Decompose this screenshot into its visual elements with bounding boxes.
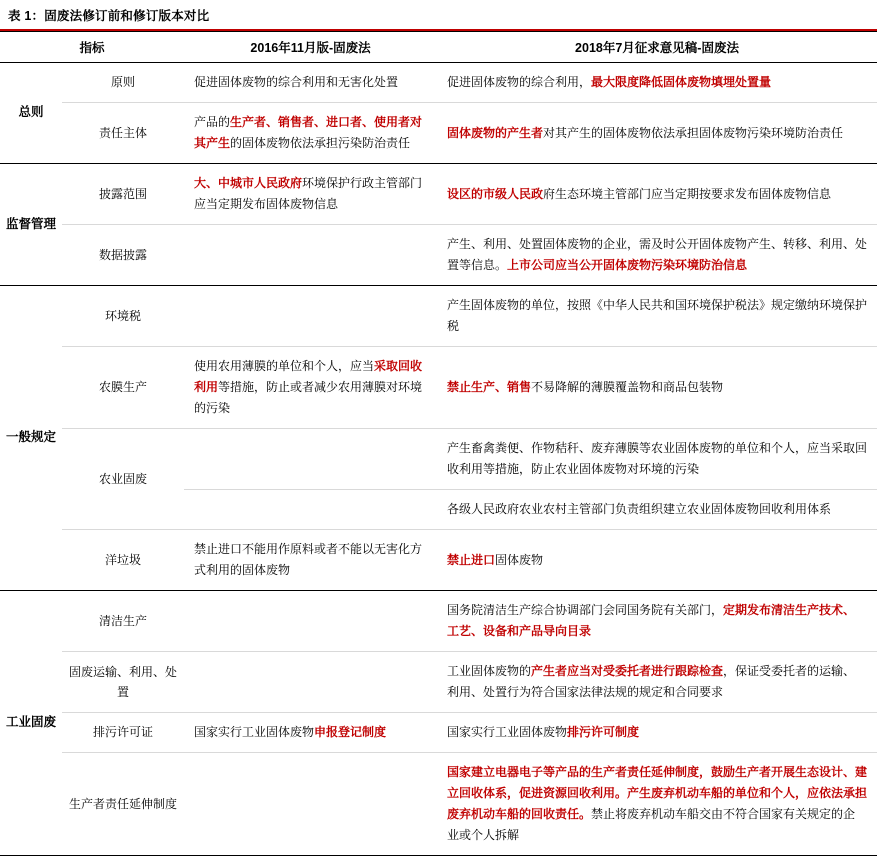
table-row (0, 713, 877, 753)
cell-new-version (437, 530, 877, 591)
new-text-seg-1: 固体废物 (495, 552, 544, 567)
old-text-seg-2: 的固体废物依法承担污染防治责任 (230, 136, 411, 150)
table-row (0, 429, 877, 490)
new-text-seg-0: 禁止进口 (447, 552, 496, 567)
metric-label: 责任主体 (62, 103, 184, 164)
cell-new-version (437, 164, 877, 225)
new-text-seg-1: 不易降解的薄膜覆盖物和商品包装物 (531, 380, 724, 394)
table-row (0, 225, 877, 286)
table-row (0, 63, 877, 103)
new-text-seg-1: 最大限度降低固体废物填埋处置量 (591, 75, 772, 89)
old-text-seg-1: 环境保护行政主管部门应当定期发布固体废物信息 (194, 176, 423, 211)
metric-label: 排污许可证 (62, 713, 184, 753)
new-text-seg-1: 排污许可制度 (567, 725, 640, 739)
metric-label: 披露范围 (62, 164, 184, 225)
cell-new-version (437, 103, 877, 164)
cell-new-version (437, 63, 877, 103)
old-text-seg-1: 申报登记制度 (314, 725, 387, 739)
group-label: 监督管理 (0, 164, 62, 286)
table-body (0, 63, 877, 856)
table-row (0, 164, 877, 225)
new-text-seg-1: 定期发布清洁生产技术、工艺、设备和产品导向目录 (447, 603, 856, 638)
cell-new-version (437, 753, 877, 856)
cell-old-version (184, 347, 437, 429)
cell-old-version (184, 490, 437, 530)
metric-label: 农膜生产 (62, 347, 184, 429)
table-row (0, 652, 877, 713)
new-text-seg-0: 设区的市级人民政 (447, 186, 544, 201)
cell-old-version (184, 753, 437, 856)
cell-old-version (184, 429, 437, 490)
cell-new-version (437, 652, 877, 713)
new-text-seg-0: 产生、利用、处置固体废物的企业，需及时公开固体废物产生、转移、利用、处置等信息。 (447, 237, 868, 272)
column-header-old: 2016年11月版-固废法 (184, 32, 437, 63)
metric-label: 洋垃圾 (62, 530, 184, 591)
table-row (0, 103, 877, 164)
old-text-seg-0: 国家实行工业固体废物 (194, 725, 315, 739)
group-label: 一般规定 (0, 286, 62, 591)
group-label: 总则 (0, 63, 62, 164)
table-header (0, 32, 877, 63)
new-text-seg-1: 禁止将废弃机动车船交由不符合国家有关规定的企业或个人拆解 (447, 807, 856, 842)
new-text-seg-0: 产生畜禽粪便、作物秸秆、废弃薄膜等农业固体废物的单位和个人，应当采取回收利用等措施，防止农业固体废物对环境的污染 (447, 441, 868, 476)
new-text-seg-0: 固体废物的产生者 (447, 125, 544, 140)
new-text-seg-1: 府生态环境主管部门应当定期按要求发布固体废物信息 (543, 186, 832, 201)
cell-old-version (184, 530, 437, 591)
metric-label: 固废运输、利用、处置 (62, 652, 184, 713)
new-text-seg-1: 产生者应当对受委托者进行跟踪检查 (531, 664, 724, 678)
cell-new-version (437, 490, 877, 530)
cell-old-version (184, 164, 437, 225)
metric-label: 生产者责任延伸制度 (62, 753, 184, 856)
metric-label: 数据披露 (62, 225, 184, 286)
new-text-seg-1: 上市公司应当公开固体废物污染环境防治信息 (507, 258, 748, 272)
comparison-table (0, 31, 877, 856)
cell-old-version (184, 591, 437, 652)
old-text-seg-0: 产品的 (194, 115, 231, 129)
new-text-seg-0: 工业固体废物的 (447, 664, 532, 678)
new-text-seg-1: 对其产生的固体废物依法承担固体废物污染环境防治责任 (543, 125, 844, 140)
new-text-seg-0: 产生固体废物的单位，按照《中华人民共和国环境保护税法》规定缴纳环境保护税 (447, 298, 868, 333)
new-text-seg-0: 禁止生产、销售 (447, 380, 532, 394)
table-title: 表 1：固废法修订前和修订版本对比 (8, 9, 210, 23)
cell-new-version (437, 713, 877, 753)
new-text-seg-0: 国务院清洁生产综合协调部门会同国务院有关部门， (447, 603, 724, 617)
cell-old-version (184, 63, 437, 103)
table-row (0, 530, 877, 591)
table-row (0, 591, 877, 652)
new-text-seg-0: 促进固体废物的综合利用， (447, 75, 592, 89)
old-text-seg-0: 禁止进口不能用作原料或者不能以无害化方式利用的固体废物 (194, 542, 423, 577)
old-text-seg-0: 大、中城市人民政府 (194, 176, 303, 190)
new-text-seg-0: 各级人民政府农业农村主管部门负责组织建立农业固体废物回收利用体系 (447, 502, 832, 516)
old-text-seg-0: 促进固体废物的综合利用和无害化处置 (194, 75, 399, 89)
metric-label: 清洁生产 (62, 591, 184, 652)
new-text-seg-2: ，保证受委托者的运输、利用、处置行为符合国家法律法规的规定和合同要求 (447, 664, 856, 699)
column-header-new: 2018年7月征求意见稿-固废法 (437, 32, 877, 63)
new-text-seg-0: 国家建立电器电子等产品的生产者责任延伸制度，鼓励生产者开展生态设计、建立回收体系，促进资源回收利用。产生废弃机动车船的单位和个人，应依法承担废弃机动车船的回收责任。 (447, 765, 868, 821)
cell-old-version (184, 286, 437, 347)
old-text-seg-0: 使用农用薄膜的单位和个人，应当 (194, 359, 375, 373)
cell-new-version (437, 225, 877, 286)
cell-new-version (437, 429, 877, 490)
cell-old-version (184, 652, 437, 713)
old-text-seg-2: 等措施，防止或者减少农用薄膜对环境的污染 (194, 380, 423, 415)
column-header-metric: 指标 (0, 32, 184, 63)
cell-old-version (184, 713, 437, 753)
metric-label: 环境税 (62, 286, 184, 347)
cell-new-version (437, 347, 877, 429)
cell-new-version (437, 286, 877, 347)
table-row (0, 286, 877, 347)
cell-new-version (437, 591, 877, 652)
group-label: 工业固废 (0, 591, 62, 856)
cell-old-version (184, 103, 437, 164)
table-row (0, 347, 877, 429)
old-text-seg-1: 生产者、销售者、进口者、使用者对其产生 (194, 115, 423, 150)
new-text-seg-0: 国家实行工业固体废物 (447, 725, 568, 739)
old-text-seg-1: 采取回收利用 (194, 359, 423, 394)
metric-label: 农业固废 (62, 429, 184, 530)
table-row (0, 753, 877, 856)
metric-label: 原则 (62, 63, 184, 103)
cell-old-version (184, 225, 437, 286)
